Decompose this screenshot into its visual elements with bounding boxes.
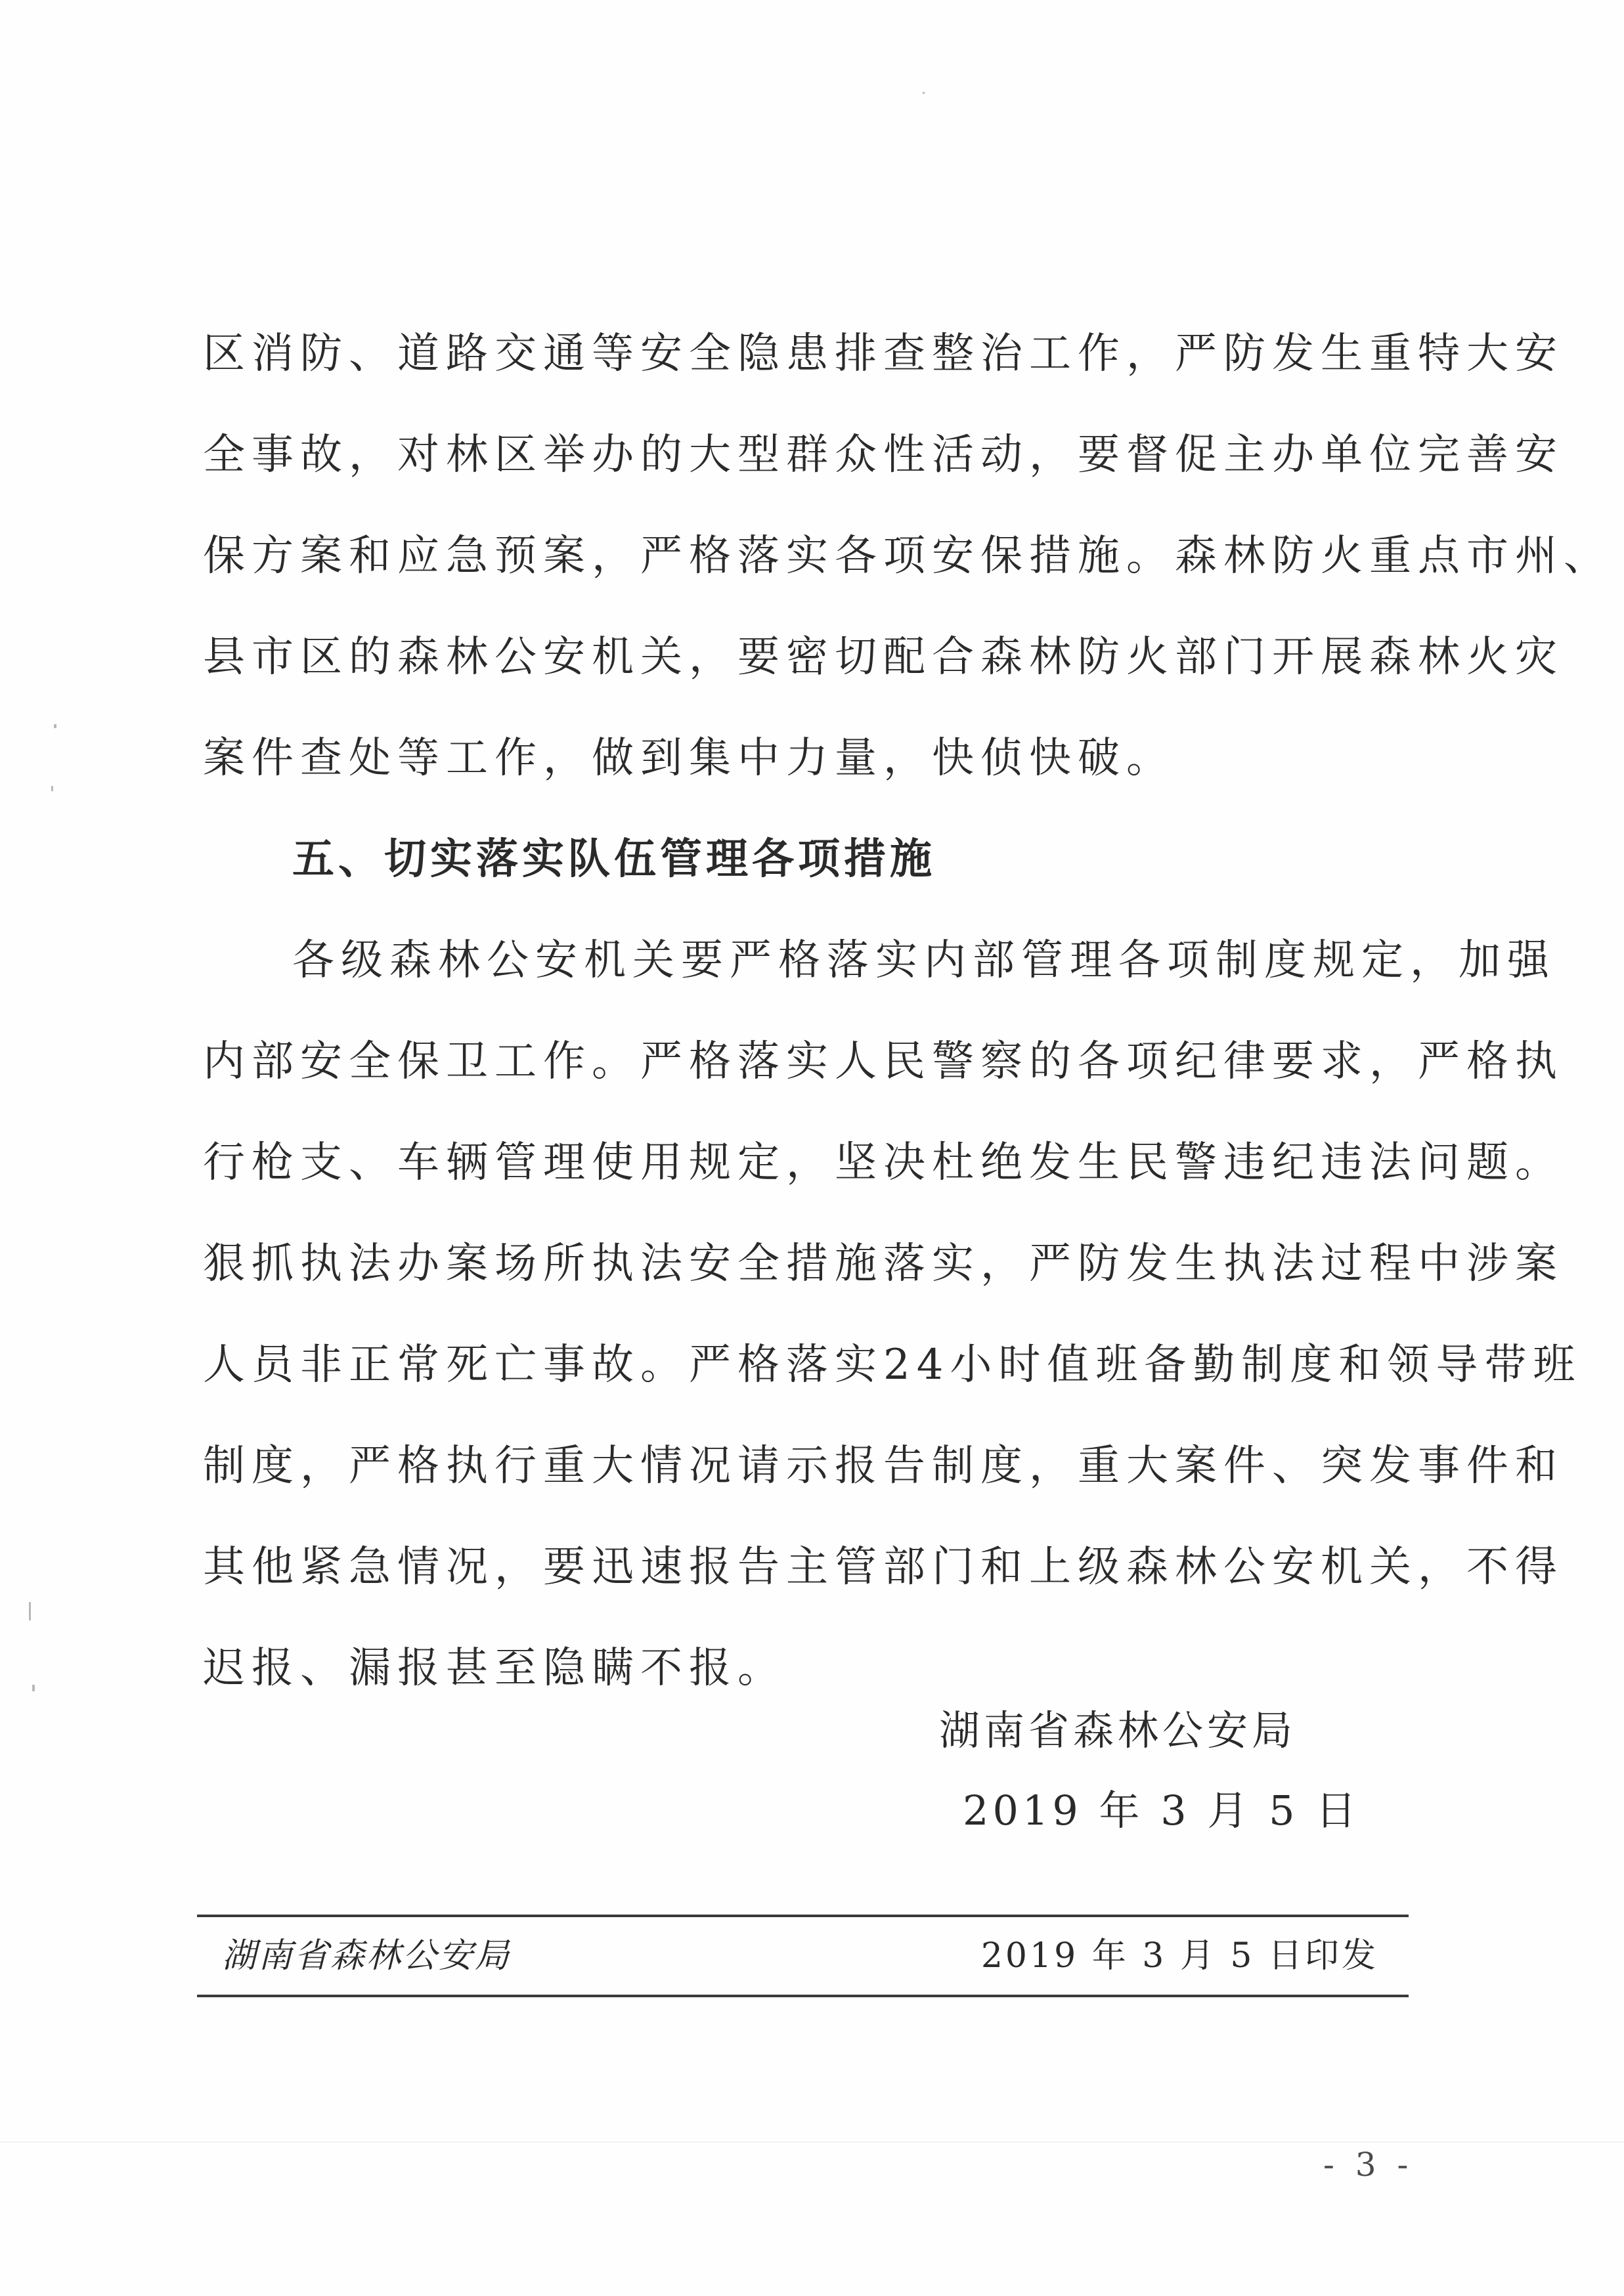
scan-speck xyxy=(51,786,53,791)
signature-block xyxy=(939,1691,1361,1851)
paragraph-line: 县市区的森林公安机关，要密切配合森林防火部门开展森林火灾 xyxy=(203,633,1564,682)
imprint-issuer: 湖南省森林公安局 xyxy=(222,1936,512,1976)
imprint-issued-date: 2019 年 3 月 5 日印发 xyxy=(980,1936,1378,1976)
imprint-bar xyxy=(197,1915,1409,1997)
paragraph-line: 狠抓执法办案场所执法安全措施落实，严防发生执法过程中涉案 xyxy=(203,1240,1564,1288)
paragraph-line: 区消防、道路交通等安全隐患排查整治工作，严防发生重特大安 xyxy=(203,330,1564,378)
body-text xyxy=(203,303,1612,1719)
signature-organization: 湖南省森林公安局 xyxy=(939,1706,1297,1754)
paragraph-line: 内部安全保卫工作。严格落实人民警察的各项纪律要求，严格执 xyxy=(203,1037,1564,1086)
scan-speck xyxy=(54,724,56,728)
scan-speck xyxy=(29,1602,31,1620)
paragraph-line: 行枪支、车辆管理使用规定，坚决杜绝发生民警违纪违法问题。 xyxy=(203,1138,1564,1187)
scan-speck xyxy=(32,1685,35,1691)
signature-date: 2019 年 3 月 5 日 xyxy=(963,1787,1361,1834)
paragraph-line: 保方案和应急预案，严格落实各项安保措施。森林防火重点市州、 xyxy=(203,532,1612,580)
paragraph-line: 各级森林公安机关要严格落实内部管理各项制度规定，加强 xyxy=(292,936,1556,985)
page-number: - 3 - xyxy=(1323,2146,1414,2184)
section-heading: 五、切实落实队伍管理各项措施 xyxy=(292,835,936,884)
paragraph-line: 人员非正常死亡事故。严格落实24小时值班备勤制度和领导带班 xyxy=(203,1341,1582,1389)
paragraph-line: 迟报、漏报甚至隐瞒不报。 xyxy=(203,1644,786,1693)
paragraph-line: 全事故，对林区举办的大型群众性活动，要督促主办单位完善安 xyxy=(203,431,1564,479)
paragraph-line: 其他紧急情况，要迅速报告主管部门和上级森林公安机关，不得 xyxy=(203,1543,1564,1592)
paragraph-line: 制度，严格执行重大情况请示报告制度，重大案件、突发事件和 xyxy=(203,1442,1564,1490)
paragraph-line: 案件查处等工作，做到集中力量，快侦快破。 xyxy=(203,734,1175,783)
scan-speck xyxy=(923,92,925,94)
